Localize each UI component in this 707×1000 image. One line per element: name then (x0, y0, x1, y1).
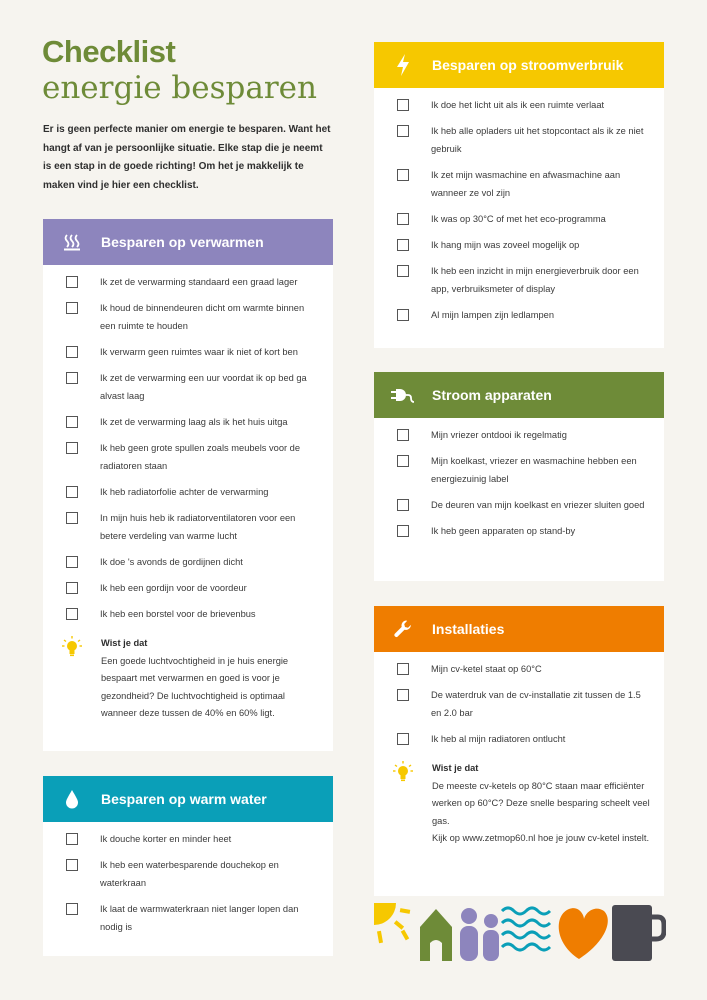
lightning-bolt-icon (374, 53, 432, 77)
checklist-item: Ik heb een borstel voor de brievenbus (43, 605, 333, 623)
decorative-illustration (374, 903, 666, 961)
water-card (43, 776, 333, 956)
water-list (43, 822, 333, 936)
install-header (374, 606, 664, 652)
intro-text: Er is geen perfecte manier om energie te besparen. Want het hangt af van je persoonlijke situatie. Elke stap die je neemt is een stap in de goede richting! Om het je makkelijk te maken vind je hier een checklist. (43, 124, 331, 191)
checkbox[interactable] (66, 582, 78, 594)
checklist-item: Ik doe 's avonds de gordijnen dicht (43, 553, 333, 571)
checklist-item: Ik laat de warmwaterkraan niet langer lopen dan nodig is (43, 900, 333, 936)
mug-icon (612, 905, 664, 961)
page-title: Checklist (42, 34, 176, 69)
checkbox[interactable] (66, 608, 78, 620)
checkbox[interactable] (397, 169, 409, 181)
checkbox[interactable] (66, 346, 78, 358)
checklist-item: Mijn vriezer ontdooi ik regelmatig (374, 426, 664, 444)
water-header (43, 776, 333, 822)
heating-list (43, 265, 333, 623)
checklist-item: Ik verwarm geen ruimtes waar ik niet of kort ben (43, 343, 333, 361)
wrench-icon (374, 619, 432, 639)
checkbox[interactable] (397, 213, 409, 225)
water-drop-icon (43, 789, 101, 809)
checklist-item: Mijn koelkast, vriezer en wasmachine hebben een energiezuinig label (374, 452, 664, 488)
checkbox[interactable] (66, 512, 78, 524)
tip-box-heating (43, 635, 333, 723)
tip-box-install (374, 760, 664, 848)
devices-header (374, 372, 664, 418)
people-icon (460, 908, 499, 961)
checkbox[interactable] (66, 556, 78, 568)
devices-list (374, 418, 664, 540)
tip-title: Wist je dat (101, 638, 148, 648)
checkbox[interactable] (66, 833, 78, 845)
checkbox[interactable] (397, 499, 409, 511)
checklist-item: In mijn huis heb ik radiatorventilatoren voor een betere verdeling van warme lucht (43, 509, 333, 545)
heating-header (43, 219, 333, 265)
heat-waves-icon (43, 232, 101, 252)
checkbox[interactable] (397, 525, 409, 537)
checklist-item: De waterdruk van de cv-installatie zit tussen de 1.5 en 2.0 bar (374, 686, 664, 722)
heart-icon (559, 908, 608, 959)
checklist-item: Ik heb een inzicht in mijn energieverbruik door een app, verbruiksmeter of display (374, 262, 664, 298)
plug-icon (374, 385, 432, 405)
checklist-item: Ik heb geen apparaten op stand-by (374, 522, 664, 540)
checkbox[interactable] (66, 442, 78, 454)
tip-text: De meeste cv-ketels op 80°C staan maar efficiënter werken op 60°C? Deze snelle besparing scheelt veel gas. (432, 780, 650, 826)
checklist-item: Ik heb een waterbesparende douchekop en waterkraan (43, 856, 333, 892)
heating-title: Besparen op verwarmen (101, 234, 264, 250)
checkbox[interactable] (66, 416, 78, 428)
tip-title: Wist je dat (432, 763, 479, 773)
checkbox[interactable] (397, 429, 409, 441)
checklist-item: Al mijn lampen zijn ledlampen (374, 306, 664, 324)
checkbox[interactable] (397, 733, 409, 745)
install-list (374, 652, 664, 748)
checklist-item: Ik zet de verwarming standaard een graad lager (43, 273, 333, 291)
lightbulb-icon (374, 760, 432, 848)
checkbox[interactable] (397, 239, 409, 251)
page-subtitle: energie besparen (42, 70, 317, 106)
checklist-item: Ik doe het licht uit als ik een ruimte verlaat (374, 96, 664, 114)
checklist-item: Ik heb al mijn radiatoren ontlucht (374, 730, 664, 748)
lightbulb-icon (43, 635, 101, 723)
install-card (374, 606, 664, 896)
checklist-item: Ik was op 30°C of met het eco-programma (374, 210, 664, 228)
checkbox[interactable] (66, 486, 78, 498)
checklist-item: Ik hang mijn was zoveel mogelijk op (374, 236, 664, 254)
checkbox[interactable] (397, 125, 409, 137)
power-list (374, 88, 664, 324)
checkbox[interactable] (397, 309, 409, 321)
checkbox[interactable] (66, 276, 78, 288)
checklist-item: Ik douche korter en minder heet (43, 830, 333, 848)
checkbox[interactable] (66, 372, 78, 384)
power-header (374, 42, 664, 88)
tip-link-text: Kijk op www.zetmop60.nl hoe je jouw cv-ketel instelt. (432, 833, 650, 843)
checklist-item: Ik heb radiatorfolie achter de verwarming (43, 483, 333, 501)
checkbox[interactable] (397, 455, 409, 467)
checklist-item: Ik zet mijn wasmachine en afwasmachine aan wanneer ze vol zijn (374, 166, 664, 202)
waves-icon (502, 908, 550, 950)
devices-card (374, 372, 664, 581)
checkbox[interactable] (397, 99, 409, 111)
checkbox[interactable] (397, 689, 409, 701)
checklist-item: Ik heb alle opladers uit het stopcontact als ik ze niet gebruik (374, 122, 664, 158)
checklist-item: Ik heb een gordijn voor de voordeur (43, 579, 333, 597)
checkbox[interactable] (66, 859, 78, 871)
checklist-item: De deuren van mijn koelkast en vriezer sluiten goed (374, 496, 664, 514)
checklist-item: Mijn cv-ketel staat op 60°C (374, 660, 664, 678)
checkbox[interactable] (66, 903, 78, 915)
install-title: Installaties (432, 621, 505, 637)
checklist-item: Ik zet de verwarming laag als ik het huis uitga (43, 413, 333, 431)
checkbox[interactable] (397, 265, 409, 277)
power-title: Besparen op stroomverbruik (432, 57, 624, 73)
checklist-item: Ik zet de verwarming een uur voordat ik op bed ga alvast laag (43, 369, 333, 405)
checkbox[interactable] (66, 302, 78, 314)
devices-title: Stroom apparaten (432, 387, 552, 403)
heating-card (43, 219, 333, 751)
sun-icon (374, 903, 410, 943)
tip-text: Een goede luchtvochtigheid in je huis energie bespaart met verwarmen en goed is voor je gezondheid? De luchtvochtigheid is optimaal wanneer deze tussen de 40% en 60% ligt. (101, 655, 289, 718)
checkbox[interactable] (397, 663, 409, 675)
water-title: Besparen op warm water (101, 791, 267, 807)
checklist-item: Ik houd de binnendeuren dicht om warmte binnen een ruimte te houden (43, 299, 333, 335)
checklist-item: Ik heb geen grote spullen zoals meubels voor de radiatoren staan (43, 439, 333, 475)
power-card (374, 42, 664, 348)
